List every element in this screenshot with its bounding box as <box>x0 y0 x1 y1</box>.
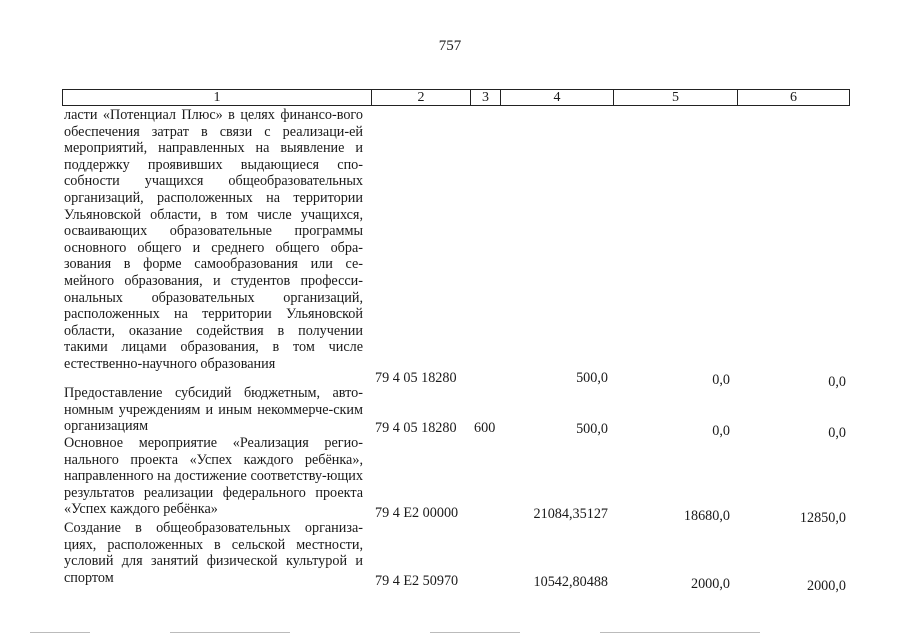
row-value-col5: 0,0 <box>712 372 730 388</box>
header-col-6: 6 <box>790 90 797 105</box>
row-value-col4: 500,0 <box>576 421 608 437</box>
row-code: 79 4 E2 50970 <box>375 573 459 589</box>
row-value-col5: 2000,0 <box>690 576 730 592</box>
row-value-col5: 0,0 <box>712 423 730 439</box>
row-code: 79 4 05 18280 <box>375 370 457 386</box>
header-col-1: 1 <box>63 90 372 105</box>
scan-noise-line <box>30 632 90 633</box>
row-value-col6: 2000,0 <box>806 578 846 594</box>
header-col-3: 3 <box>471 90 501 105</box>
page-number: 757 <box>438 38 462 54</box>
row-description: ласти «Потенциал Плюс» в целях финансо-вого обеспечения затрат в связи с реализаци-ей мероприятий, направленных на выявление и поддержку проявивших выдающиеся спо-собности учащихся общеобразовательных организаций, расположенных на территории Ульяновской области, в том числе учащихся, осваивающих образовательные программы основного общего и среднего общего обра-зования в форме самообразования или се-мейного образования, и студентов професси-ональных образовательных организаций, расположенных на территории Ульяновской области, оказание содействия в получении такими лицами образования, в том числе естественно-научного образования <box>64 107 363 372</box>
row-description: Предоставление субсидий бюджетным, авто-номным учреждениям и иным некоммерче-ским организациям <box>64 385 363 435</box>
scan-noise-line <box>600 632 760 633</box>
row-value-col4: 10542,80488 <box>533 574 608 590</box>
header-col-4: 4 <box>501 90 614 105</box>
header-col-5: 5 <box>614 90 738 105</box>
row-value-col6: 0,0 <box>828 425 846 441</box>
row-value-col4: 500,0 <box>576 370 608 386</box>
scan-noise-line <box>430 632 520 633</box>
row-value-col4: 21084,35127 <box>533 506 608 522</box>
row-code: 79 4 E2 00000 <box>375 505 459 521</box>
row-description: Создание в общеобразовательных организа-циях, расположенных в сельской местности, условий для занятий физической культурой и спортом <box>64 520 363 586</box>
row-vr-code: 600 <box>474 420 496 436</box>
scan-noise-line <box>170 632 290 633</box>
row-value-col5: 18680,0 <box>683 508 730 524</box>
table-header-row <box>62 89 850 106</box>
header-col-2: 2 <box>372 90 471 105</box>
row-description: Основное мероприятие «Реализация регио-нального проекта «Успех каждого ребёнка», направленного на достижение соответству-ющих результатов реализации федерального проекта «Успех каждого ребёнка» <box>64 435 363 518</box>
row-code: 79 4 05 18280 <box>375 420 457 436</box>
row-value-col6: 0,0 <box>828 374 846 390</box>
row-value-col6: 12850,0 <box>799 510 846 526</box>
